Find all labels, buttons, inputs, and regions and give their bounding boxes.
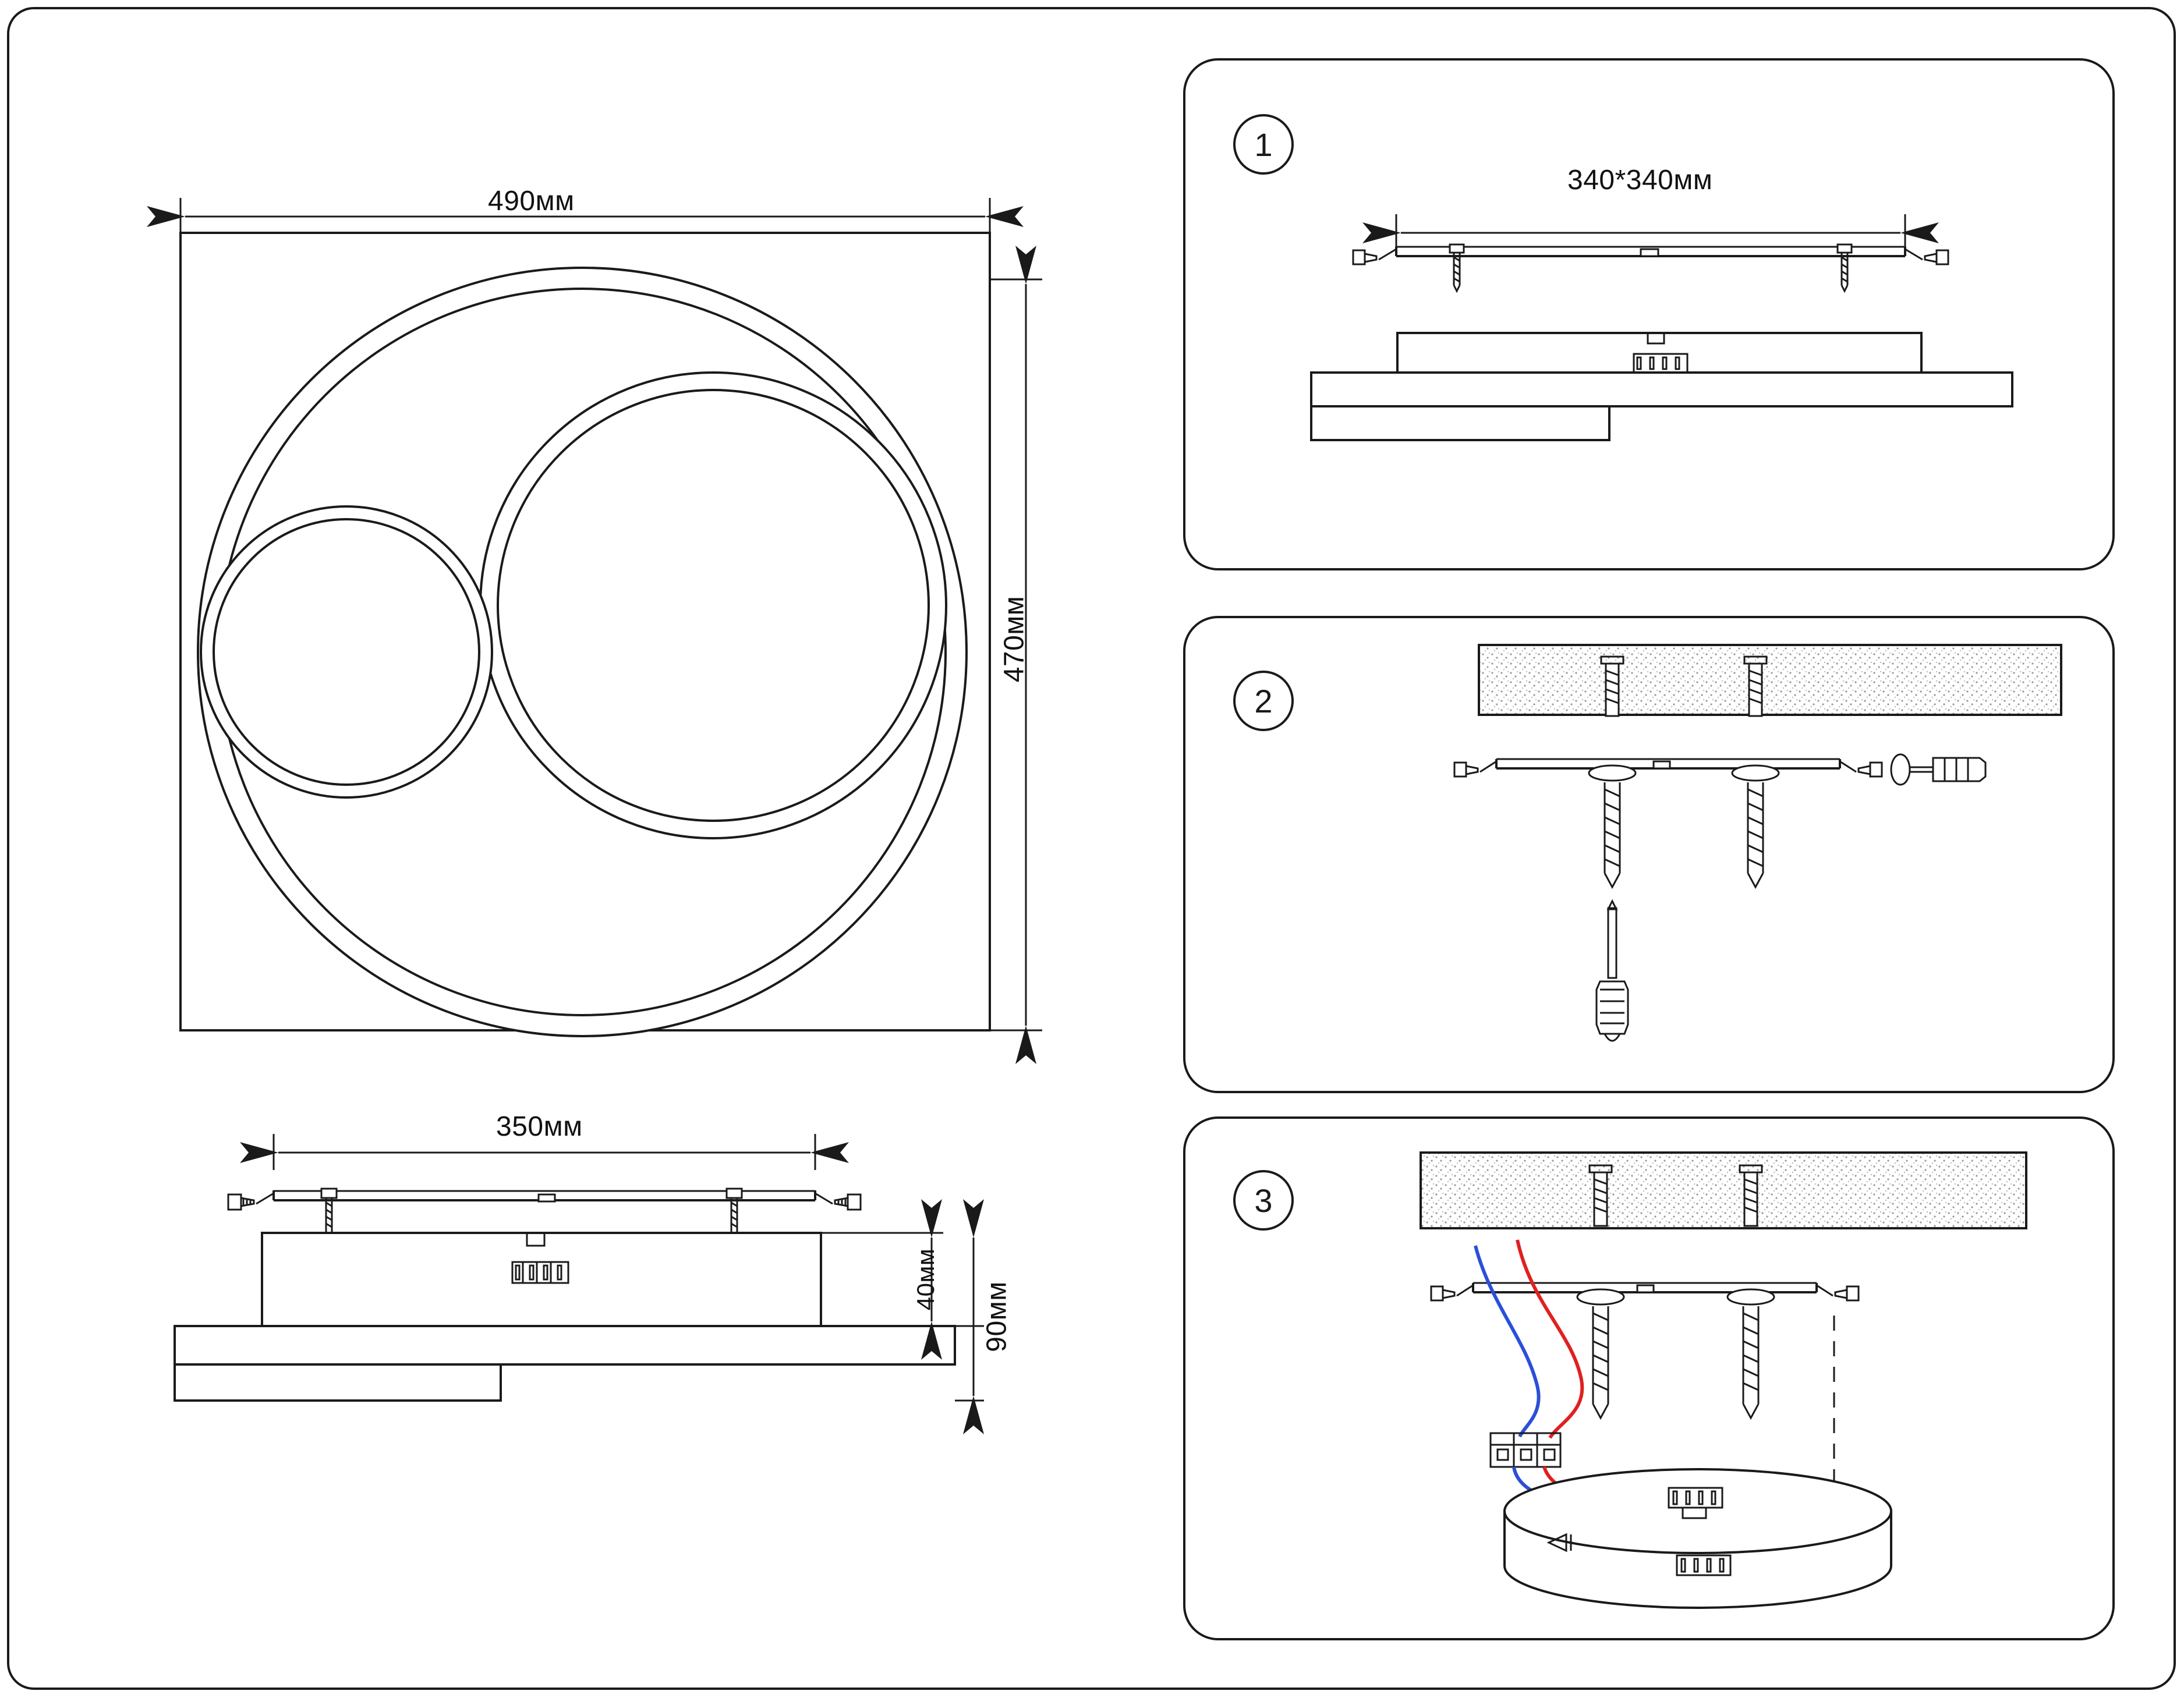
step-2-badge: 2 xyxy=(1233,671,1294,731)
step-3-panel xyxy=(1183,1116,2115,1640)
dim-mount-340x340: 340*340мм xyxy=(1567,165,1713,196)
step-2-panel xyxy=(1183,616,2115,1093)
dim-total-90: 90мм xyxy=(981,1281,1013,1352)
dim-body-40: 40мм xyxy=(912,1248,939,1311)
step-1-badge: 1 xyxy=(1233,114,1294,175)
dim-bracket-350: 350мм xyxy=(496,1111,583,1142)
step-3-badge: 3 xyxy=(1233,1170,1294,1231)
dim-height-470: 470мм xyxy=(999,595,1030,683)
step-1-panel xyxy=(1183,58,2115,570)
dim-width-490: 490мм xyxy=(488,186,575,217)
